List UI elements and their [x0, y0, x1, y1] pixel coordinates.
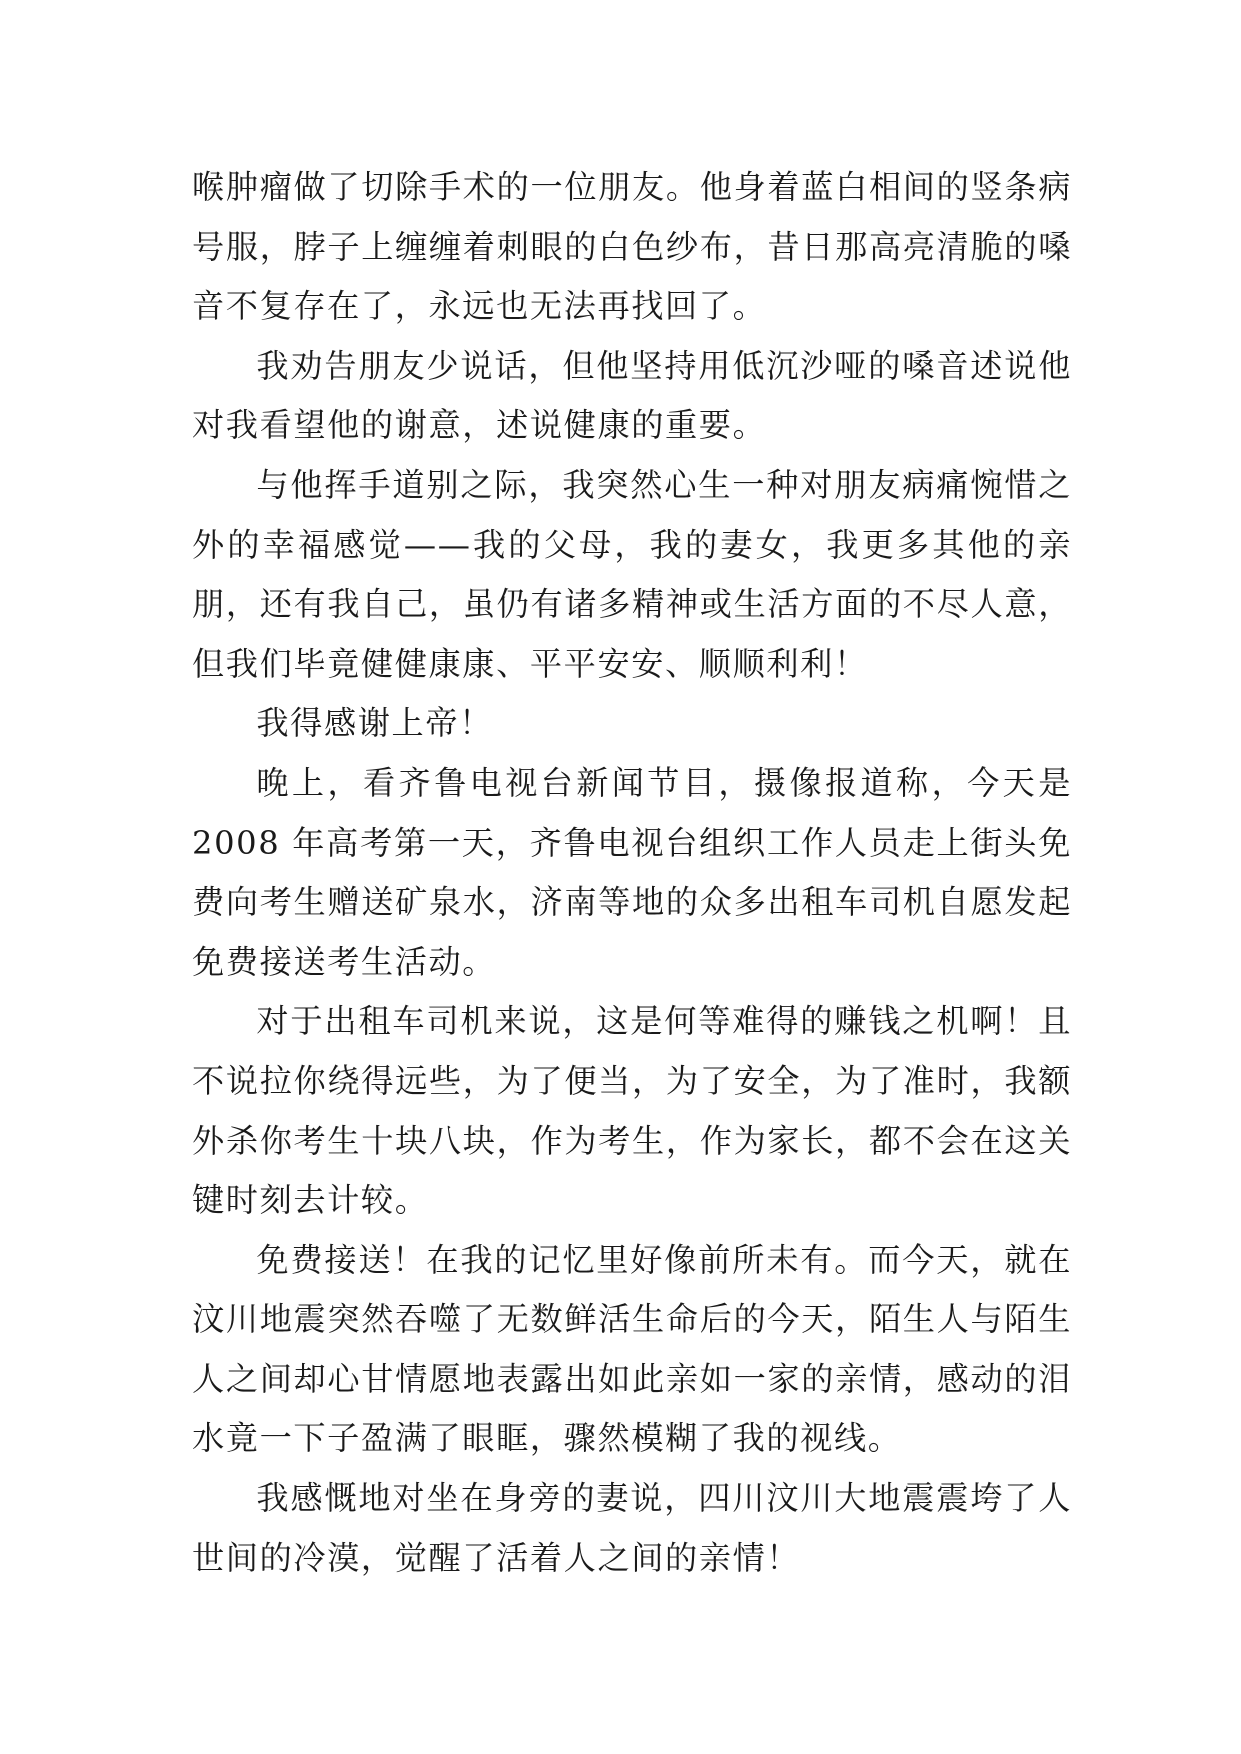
- paragraph: 晚上，看齐鲁电视台新闻节目，摄像报道称，今天是 2008 年高考第一天，齐鲁电视台组织工作人员走上街头免费向考生赠送矿泉水，济南等地的众多出租车司机自愿发起免费接送考生活动。: [192, 763, 1072, 981]
- document-body: [192, 158, 1072, 1588]
- paragraph: 我劝告朋友少说话，但他坚持用低沉沙哑的嗓音述说他对我看望他的谢意，述说健康的重要。: [192, 346, 1072, 445]
- paragraph: 与他挥手道别之际，我突然心生一种对朋友病痛惋惜之外的幸福感觉——我的父母，我的妻女，我更多其他的亲朋，还有我自己，虽仍有诸多精神或生活方面的不尽人意，但我们毕竟健健康康、平平安安、顺顺利利！: [192, 465, 1072, 683]
- paragraph-continued: 喉肿瘤做了切除手术的一位朋友。他身着蓝白相间的竖条病号服，脖子上缠缠着刺眼的白色纱布，昔日那高亮清脆的嗓音不复存在了，永远也无法再找回了。: [192, 168, 1072, 326]
- paragraph: 免费接送！在我的记忆里好像前所未有。而今天，就在汶川地震突然吞噬了无数鲜活生命后的今天，陌生人与陌生人之间却心甘情愿地表露出如此亲如一家的亲情，感动的泪水竟一下子盈满了眼眶，骤然模糊了我的视线。: [192, 1240, 1072, 1458]
- paragraph: 我感慨地对坐在身旁的妻说，四川汶川大地震震垮了人世间的冷漠，觉醒了活着人之间的亲情！: [192, 1479, 1072, 1577]
- paragraph: 我得感谢上帝！: [256, 704, 493, 743]
- paragraph: 对于出租车司机来说，这是何等难得的赚钱之机啊！且不说拉你绕得远些，为了便当，为了安全，为了准时，我额外杀你考生十块八块，作为考生，作为家长，都不会在这关键时刻去计较。: [192, 1002, 1072, 1220]
